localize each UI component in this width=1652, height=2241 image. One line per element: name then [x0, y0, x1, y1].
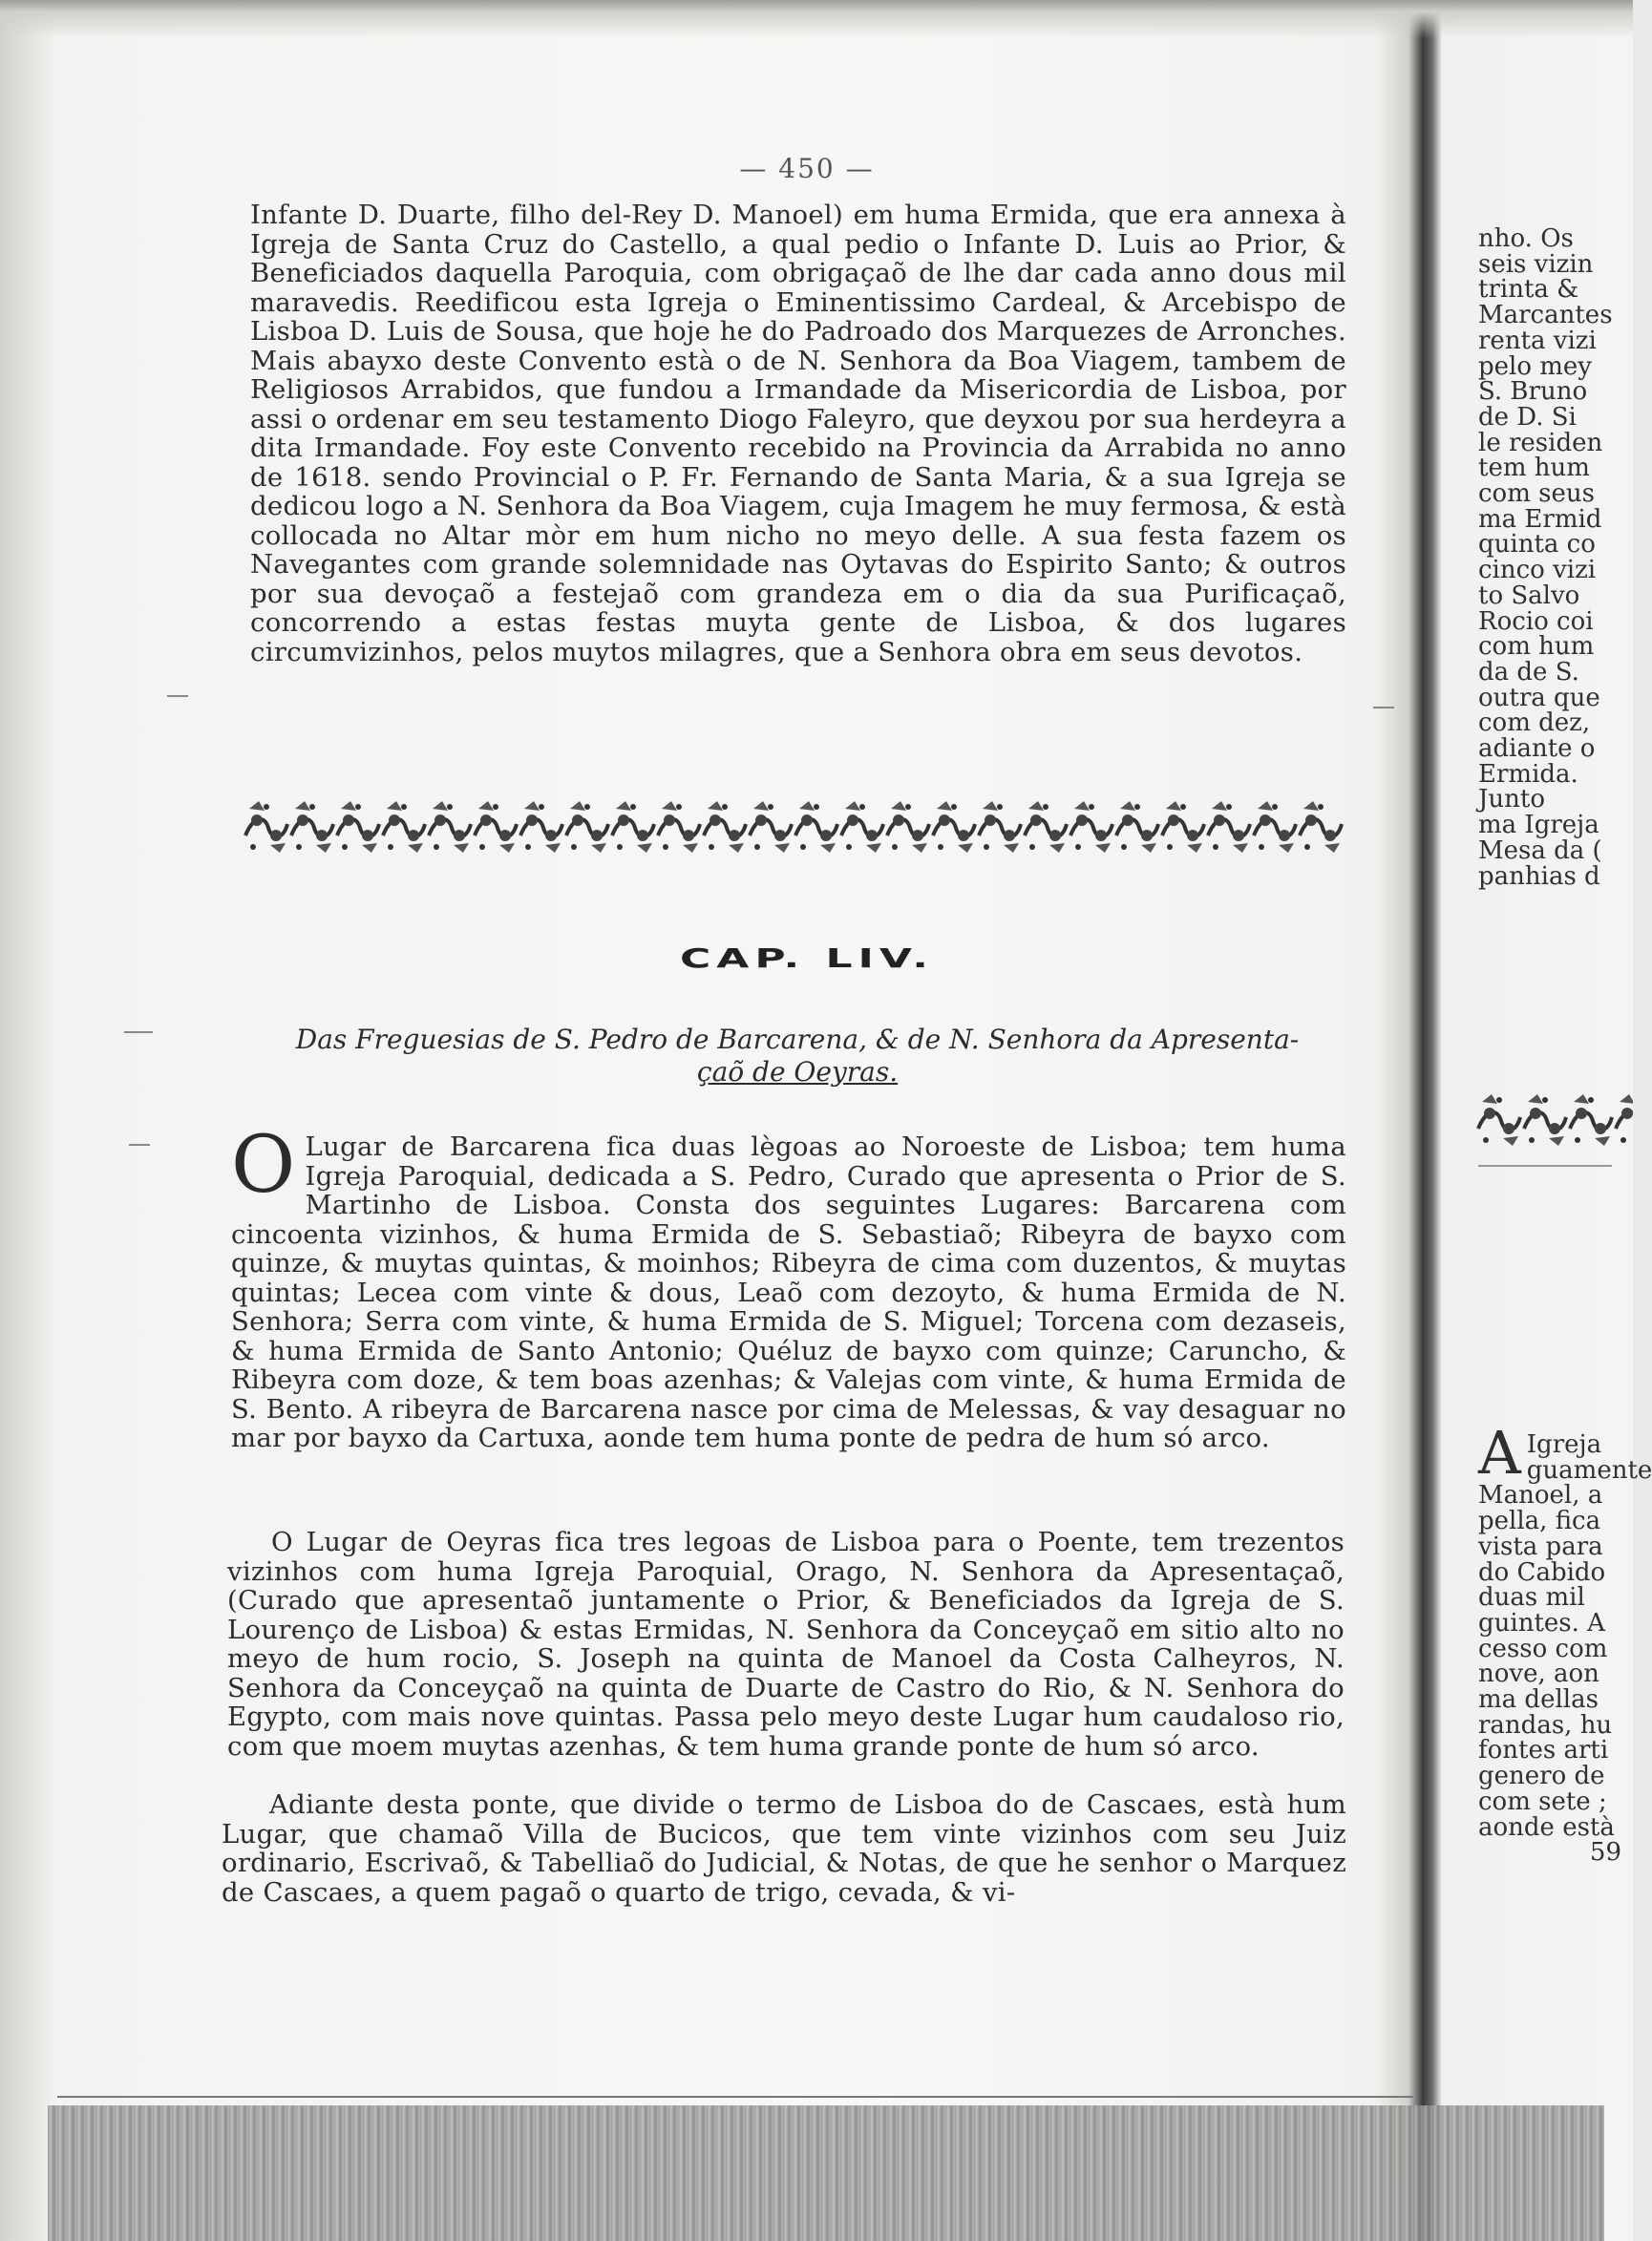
facing-page-line: trinta &	[1478, 275, 1579, 305]
section-heading	[272, 1024, 1323, 1089]
facing-page-line: Manoel, a	[1478, 1481, 1603, 1511]
facing-page-line: guamente	[1526, 1455, 1652, 1485]
facing-page-ornament	[1476, 1090, 1633, 1148]
facing-page-line: randas, hu	[1478, 1710, 1613, 1740]
facing-page-line: Mesa da (	[1478, 835, 1602, 865]
facing-page-line: vista para	[1478, 1532, 1603, 1561]
facing-page-line: com hum	[1478, 632, 1595, 662]
paragraph-barcarena-text: Lugar de Barcarena fica duas lègoas ao Noroeste de Lisboa; tem huma Igreja Paroquial, dedicada a S. Pedro, Curado que apresenta o Prior de S. Martinho de Lisboa. Consta dos seguintes Lugares: Barcarena com cincoenta vizinhos, & huma Ermida de S. Sebastiaõ; Ribeyra de bayxo com quinze, & muytas quintas, & moinhos; Ribeyra de cima com duzentos, & muytas quintas; Lecea com vinte & dous, Leaõ com dezoyto, & huma Ermida de N. Senhora; Serra com vinte, & huma Ermida de S. Miguel; Torcena com dezaseis, & huma Ermida de Santo Antonio; Quéluz de bayxo com quinze; Caruncho, & Ribeyra com doze, & tem boas azenhas; & Valejas com vinte, & huma Ermida de S. Bento. A ribeyra de Barcarena nasce por cima de Melessas, & vay desaguar no mar por bayxo da Cartuxa, aonde tem huma ponte de pedra de hum só arco.	[231, 1131, 1346, 1453]
page-number: — 450 —	[739, 153, 875, 184]
facing-page-line: ma Igreja	[1478, 811, 1599, 840]
section-heading-line-2: çaõ de Oeyras.	[696, 1056, 899, 1088]
facing-page-line: Junto	[1478, 785, 1546, 814]
drop-cap-letter: O	[231, 1120, 296, 1211]
facing-page-line: cesso com	[1478, 1634, 1608, 1663]
margin-mark	[129, 1144, 150, 1146]
facing-page-line: pelo mey	[1478, 351, 1592, 381]
facing-page-line: adiante o	[1478, 734, 1596, 764]
top-scan-edge	[0, 0, 1633, 38]
facing-page-divider	[1478, 1165, 1612, 1167]
facing-page-line: tem hum	[1478, 454, 1590, 483]
facing-page-line: aonde està	[1478, 1812, 1615, 1842]
facing-page-line: to Salvo	[1478, 581, 1580, 610]
facing-page-line: nove, aon	[1478, 1660, 1599, 1689]
paragraph-oeyras: O Lugar de Oeyras fica tres legoas de Lisboa para o Poente, tem trezentos vizinhos com huma Igreja Paroquial, Orago, N. Senhora da Apresentaçaõ, (Curado que apresentaõ juntamente o Prior, & Beneficiados da Igreja de S. Lourenço de Lisboa) & estas Ermidas, N. Senhora da Conceyçaõ em sitio alto no meyo de hum rocio, S. Joseph na quinta de Manoel da Costa Calheyros, N. Senhora da Conceyçaõ na quinta de Duarte de Castro do Rio, & N. Senhora do Egypto, com mais nove quintas. Passa pelo meyo deste Lugar hum caudaloso rio, com que moem muytas azenhas, & tem huma grande ponte de hum só arco.	[227, 1527, 1345, 1762]
facing-page-line: outra que	[1478, 683, 1600, 712]
facing-page-line: do Cabido	[1478, 1557, 1606, 1587]
bottom-page-rule	[57, 2096, 1413, 2098]
chapter-title: CAP. LIV.	[679, 943, 935, 974]
facing-page-line: Ermida.	[1478, 759, 1578, 789]
decorative-floral-border	[244, 797, 1344, 856]
facing-page-line: ma Ermid	[1478, 504, 1602, 534]
facing-page-line: com seus	[1478, 479, 1595, 509]
paragraph-convent-boa-viagem: Infante D. Duarte, filho del-Rey D. Manoel) em huma Ermida, que era annexa à Igreja de Santa Cruz do Castello, a qual pedio o Infante D. Luis ao Prior, & Beneficiados daquella Paroquia, com obrigaçaõ de lhe dar cada anno dous mil maravedis. Reedificou esta Igreja o Eminentissimo Cardeal, & Arcebispo de Lisboa D. Luis de Sousa, que hoje he do Padroado dos Marquezes de Arronches. Mais abayxo deste Convento està o de N. Senhora da Boa Viagem, tambem de Religiosos Arrabidos, que fundou a Irmandade da Misericordia de Lisboa, por assi o ordenar em seu testamento Diogo Faleyro, que deyxou por sua herdeyra a dita Irmandade. Foy este Convento recebido na Provincia da Arrabida no anno de 1618. sendo Provincial o P. Fr. Fernando de Santa Maria, & a sua Igreja se dedicou logo a N. Senhora da Boa Viagem, cuja Imagem he muy fermosa, & està collocada no Altar mòr em hum nicho no meyo delle. A sua festa fazem os Navegantes com grande solemnidade nas Oytavas do Espirito Santo; & outros por sua devoçaõ a festejaõ com grandeza em o dia da sua Purificaçaõ, concorrendo a estas festas muyta gente de Lisboa, & dos lugares circumvizinhos, pelos muytos milagres, que a Senhora obra em seus devotos.	[250, 200, 1346, 667]
facing-page-line: de D. Si	[1478, 402, 1577, 432]
facing-page-line: panhias d	[1478, 861, 1600, 891]
facing-page-signature-mark: 59	[1589, 1838, 1621, 1868]
facing-page-line: duas mil	[1478, 1583, 1585, 1613]
facing-page-line: Rocio coi	[1478, 606, 1594, 636]
facing-page-line: S. Bruno	[1478, 377, 1588, 407]
facing-page-line: fontes arti	[1478, 1736, 1609, 1765]
facing-page-line: guintes. A	[1478, 1608, 1605, 1638]
facing-page-line: da de S.	[1478, 657, 1579, 687]
margin-mark	[1373, 707, 1394, 708]
facing-page-line: ma dellas	[1478, 1685, 1599, 1715]
facing-page-line: quinta co	[1478, 530, 1596, 560]
facing-page-column-bottom-lines	[1478, 1418, 1652, 1842]
facing-drop-cap: A	[1478, 1418, 1521, 1488]
facing-page-line: seis vizin	[1478, 249, 1594, 279]
facing-page-line: cinco vizi	[1478, 556, 1597, 585]
paragraph-barcarena	[231, 1120, 1346, 1453]
facing-page-line: pella, fica	[1478, 1507, 1601, 1536]
facing-page-line: com sete ;	[1478, 1786, 1607, 1816]
section-heading-line-1: Das Freguesias de S. Pedro de Barcarena, & de N. Senhora da Apresenta-	[295, 1024, 1300, 1055]
facing-page-line: renta vizi	[1478, 326, 1597, 355]
facing-page-line: com dez,	[1478, 708, 1591, 738]
facing-page-line: Marcantes	[1478, 301, 1613, 330]
facing-page-line: nho. Os	[1478, 224, 1574, 253]
facing-page-column-top	[1478, 226, 1641, 889]
facing-page-line: le residen	[1478, 428, 1603, 457]
facing-page-line: genero de	[1478, 1762, 1605, 1791]
paragraph-villa-bucicos: Adiante desta ponte, que divide o termo de Lisboa do de Cascaes, està hum Lugar, que chamaõ Villa de Bucicos, que tem vinte vizinhos com seu Juiz ordinario, Escrivaõ, & Tabelliaõ do Judicial, & Notas, de que he senhor o Marquez de Cascaes, a quem pagaõ o quarto de trigo, cevada, & vi-	[222, 1789, 1346, 1908]
margin-mark	[167, 695, 188, 697]
facing-page-line: Igreja	[1526, 1430, 1602, 1459]
facing-page-column-bottom	[1478, 1418, 1652, 1868]
bottom-scan-edge	[48, 2105, 1604, 2241]
margin-mark	[124, 1031, 153, 1033]
